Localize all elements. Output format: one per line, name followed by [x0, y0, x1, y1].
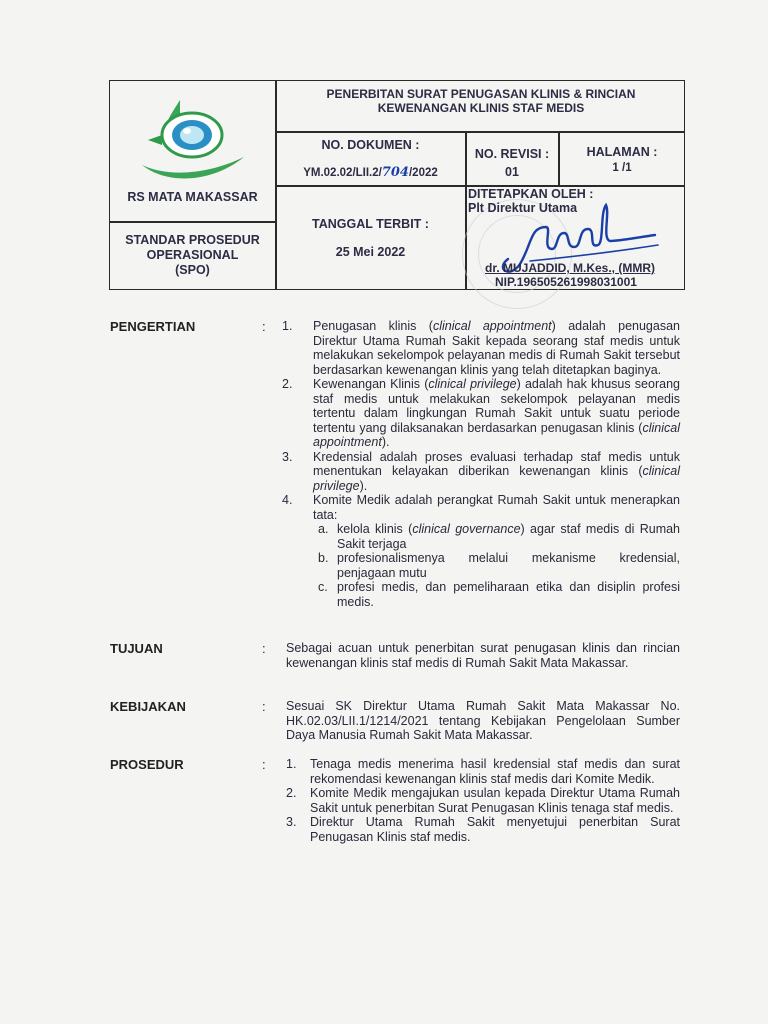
- list-number: 3.: [286, 815, 297, 829]
- section-pengertian: [110, 319, 680, 629]
- item-term: clinical appointment: [313, 420, 680, 449]
- item-text: Tenaga medis menerima hasil kredensial staf medis dan surat rekomendasi kewenangan klinis staf medis dari Komite Medik.: [310, 757, 680, 786]
- item-text: ) adalah hak khusus seorang staf medis untuk melakukan sekelompok pelayanan medis tertentu dalam lingkungan Rumah Sakit untuk suatu periode tertentu yang dilaksanakan berdasarkan penugasan klinis (: [313, 377, 680, 435]
- section-label: PENGERTIAN: [110, 319, 196, 334]
- item-text: ).: [359, 478, 368, 493]
- sub-letter: a.: [318, 522, 329, 536]
- item-text: Komite Medik adalah perangkat Rumah Sakit untuk menerapkan tata:: [313, 493, 680, 522]
- item-text: Kredensial adalah proses evaluasi terhadap staf medis untuk menentukan kelayakan diberikan kewenangan klinis (: [313, 449, 680, 478]
- hospital-name: RS MATA MAKASSAR: [127, 190, 258, 204]
- list-item: [286, 786, 680, 815]
- logo-cell: [110, 81, 275, 181]
- list-number: 1.: [282, 319, 293, 333]
- hospital-logo: [132, 95, 252, 190]
- list-item: [282, 377, 680, 450]
- sub-list-item: [318, 522, 680, 551]
- section-tujuan: [110, 641, 680, 691]
- section-colon: :: [262, 757, 266, 772]
- item-text: Direktur Utama Rumah Sakit menyetujui penerbitan Surat Penugasan Klinis staf medis.: [310, 815, 680, 844]
- no-dokumen-suffix: /2022: [408, 167, 438, 179]
- item-text: Komite Medik mengajukan usulan kepada Direktur Utama Rumah Sakit untuk penerbitan Surat Penugasan Klinis tenaga staf medis.: [310, 786, 680, 815]
- sub-letter: c.: [318, 580, 328, 594]
- signer-name: dr. MUJADDID, M.Kes., (MMR): [485, 261, 656, 275]
- section-label: PROSEDUR: [110, 757, 184, 772]
- item-term: clinical governance: [412, 522, 521, 536]
- tujuan-text: Sebagai acuan untuk penerbitan surat penugasan klinis dan rincian kewenangan klinis staf medis di Rumah Sakit Mata Makassar.: [286, 641, 680, 670]
- section-prosedur: [110, 757, 680, 887]
- no-dokumen-prefix: YM.02.02/LII.2/: [303, 167, 382, 179]
- document-type-line3: (SPO): [175, 263, 210, 277]
- list-number: 1.: [286, 757, 297, 771]
- tanggal-terbit-label: TANGGAL TERBIT :: [312, 217, 429, 231]
- ditetapkan-label: DITETAPKAN OLEH :: [468, 187, 594, 201]
- item-text: Penugasan klinis (: [313, 319, 433, 333]
- item-text: profesi medis, dan pemeliharaan etika dan disiplin profesi medis.: [337, 580, 680, 609]
- list-number: 3.: [282, 449, 293, 464]
- sub-list-item: [318, 551, 680, 580]
- section-colon: :: [262, 699, 266, 714]
- prosedur-list: [286, 757, 680, 844]
- no-revisi-label: NO. REVISI :: [474, 147, 550, 161]
- list-item: [282, 493, 680, 609]
- halaman-value: 1 /1: [612, 162, 632, 174]
- list-item: [286, 815, 680, 844]
- document-type: [110, 233, 275, 278]
- list-item: [282, 319, 680, 377]
- list-number: 2.: [286, 786, 297, 800]
- pengertian-list: [282, 319, 680, 609]
- sub-letter: b.: [318, 551, 329, 565]
- signer-nip: NIP.196505261998031001: [495, 275, 637, 289]
- section-label: KEBIJAKAN: [110, 699, 186, 714]
- item-term: clinical appointment: [432, 319, 552, 333]
- item-text: profesionalismenya melalui mekanisme kredensial, penjagaan mutu: [337, 551, 680, 580]
- no-dokumen-value: [276, 165, 465, 180]
- list-number: 2.: [282, 377, 293, 391]
- ditetapkan-by: Plt Direktur Utama: [468, 201, 578, 215]
- halaman-label: HALAMAN :: [586, 145, 658, 159]
- document-header-table: [109, 80, 685, 290]
- no-dokumen-label: NO. DOKUMEN :: [321, 138, 420, 152]
- no-revisi-value: 01: [505, 165, 519, 179]
- kebijakan-text: Sesuai SK Direktur Utama Rumah Sakit Mata Makassar No. HK.02.03/LII.1/1214/2021 tentang Kebijakan Pengelolaan Sumber Daya Manusia Rumah Sakit Mata Makassar.: [286, 699, 680, 742]
- item-text: Kewenangan Klinis (: [313, 377, 429, 391]
- section-kebijakan: [110, 699, 680, 749]
- title-line1: PENERBITAN SURAT PENUGASAN KLINIS & RINCIAN: [326, 87, 636, 101]
- list-item: [282, 450, 680, 494]
- tanggal-terbit-value: 25 Mei 2022: [335, 245, 406, 259]
- title-line2: KEWENANGAN KLINIS STAF MEDIS: [377, 101, 585, 115]
- document-title: [276, 87, 686, 115]
- no-dokumen-handwritten: 704: [381, 165, 409, 180]
- section-colon: :: [262, 641, 266, 656]
- list-number: 4.: [282, 493, 293, 507]
- document-type-line2: OPERASIONAL: [146, 248, 239, 262]
- item-term: clinical privilege: [428, 377, 517, 391]
- item-text: ).: [381, 435, 390, 449]
- section-colon: :: [262, 319, 266, 334]
- item-text: kelola klinis (: [337, 522, 413, 536]
- list-item: [286, 757, 680, 786]
- sub-list-item: [318, 580, 680, 609]
- item-term: clinical privilege: [313, 464, 680, 493]
- sub-list: [318, 522, 680, 609]
- item-text: ) adalah penugasan Direktur Utama Rumah Sakit kepada seorang staf medis untuk melakukan sekelompok pelayanan medis di Rumah Sakit tersebut berdasarkan kewenangan klinis yang telah ditetapkan baginya.: [313, 319, 680, 377]
- document-type-line1: STANDAR PROSEDUR: [125, 233, 260, 247]
- item-text: ) agar staf medis di Rumah Sakit terjaga: [337, 522, 681, 551]
- section-label: TUJUAN: [110, 641, 163, 656]
